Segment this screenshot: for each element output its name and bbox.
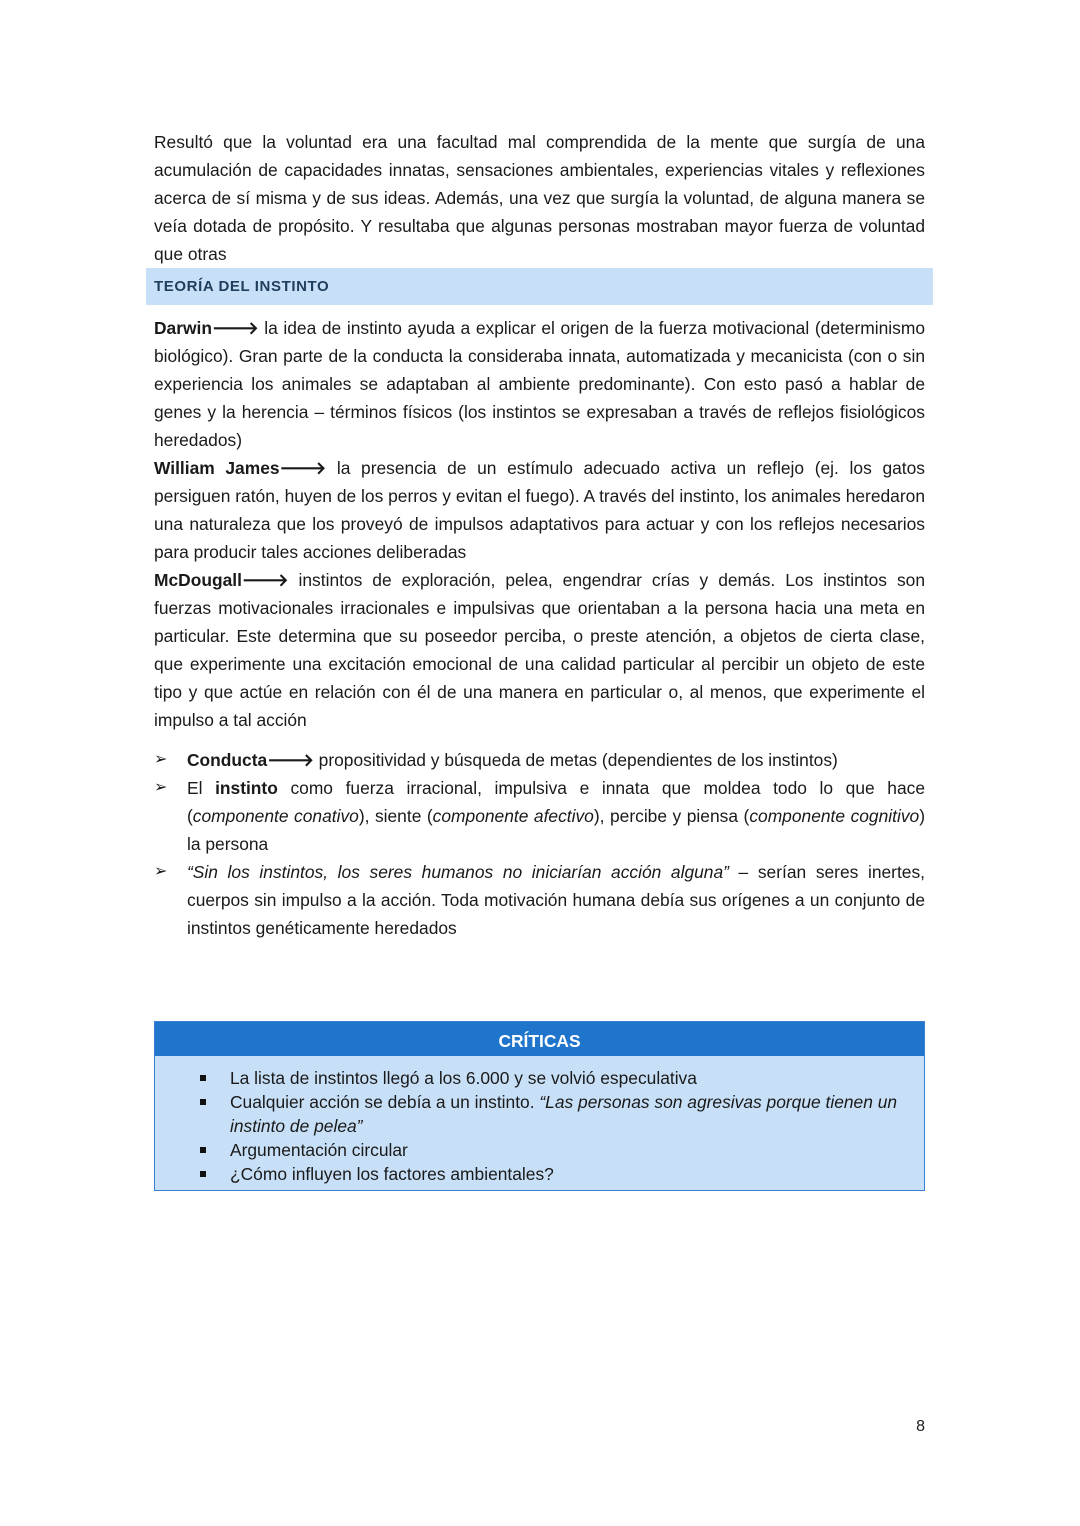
- bullet-text: propositividad y búsqueda de metas (dependientes de los instintos): [313, 750, 838, 770]
- bullet-text: – serían seres inertes, cuerpos sin impulso a la acción. Toda motivación humana debía sus orígenes a un conjunto de instintos genéticamente heredados: [187, 862, 925, 938]
- square-bullet-icon: [200, 1147, 206, 1153]
- bullet-bold-term: instinto: [215, 778, 278, 798]
- arrow-icon: 🡒: [267, 750, 314, 770]
- bullet-list: [154, 746, 925, 942]
- criticas-item-text: Cualquier acción se debía a un instinto.: [230, 1092, 540, 1112]
- bullet-italic-term: componente cognitivo: [749, 806, 920, 826]
- criticas-title: CRÍTICAS: [155, 1022, 924, 1056]
- bullet-quote: “Sin los instintos, los seres humanos no iniciarían acción alguna”: [187, 862, 729, 882]
- bullet-text: ) la persona: [187, 806, 925, 854]
- list-item: [230, 1162, 904, 1186]
- section-heading: TEORÍA DEL INSTINTO: [146, 268, 933, 305]
- bullet-text: ), percibe y piensa (: [593, 806, 750, 826]
- bullet-text: como fuerza irracional, impulsiva e innata que moldea todo lo que hace (: [187, 778, 925, 826]
- criticas-list: [155, 1056, 924, 1190]
- square-bullet-icon: [200, 1099, 206, 1105]
- arrow-icon: 🡒: [241, 570, 289, 590]
- page-content: [154, 128, 925, 942]
- bullet-italic-term: componente afectivo: [432, 806, 594, 826]
- darwin-paragraph: [154, 314, 925, 454]
- arrowhead-bullet-icon: ➢: [154, 751, 168, 768]
- list-item: [230, 1066, 904, 1090]
- james-paragraph: [154, 454, 925, 566]
- james-text: la presencia de un estímulo adecuado activa un reflejo (ej. los gatos persiguen ratón, huyen de los perros y evitan el fuego). A través del instinto, los animales heredaron una naturaleza que los proveyó de impulsos adaptativos para actuar y con los reflejos necesarios para producir tales acciones deliberadas: [154, 458, 925, 562]
- criticas-item-text: La lista de instintos llegó a los 6.000 y se volvió especulativa: [230, 1068, 697, 1088]
- mcdougall-paragraph: [154, 566, 925, 734]
- list-item: [154, 858, 925, 942]
- list-item: [230, 1090, 904, 1138]
- arrow-icon: 🡒: [211, 318, 259, 338]
- criticas-box: [154, 1021, 925, 1191]
- criticas-item-quote: “Las personas son agresivas porque tienen un instinto de pelea”: [230, 1092, 898, 1136]
- square-bullet-icon: [200, 1075, 206, 1081]
- bullet-italic-term: componente conativo: [192, 806, 359, 826]
- arrowhead-bullet-icon: ➢: [154, 779, 168, 796]
- darwin-text: la idea de instinto ayuda a explicar el origen de la fuerza motivacional (determinismo biológico). Gran parte de la conducta la consideraba innata, automatizada y mecanicista (con o sin experiencia los animales se adaptaban al ambiente predominante). Con esto pasó a hablar de genes y la herencia – términos físicos (los instintos se expresaban a través de reflejos fisiológicos heredados): [154, 318, 925, 450]
- intro-paragraph: Resultó que la voluntad era una facultad mal comprendida de la mente que surgía de una acumulación de capacidades innatas, sensaciones ambientales, experiencias vitales y reflexiones acerca de sí misma y de sus ideas. Además, una vez que surgía la voluntad, de alguna manera se veía dotada de propósito. Y resultaba que algunas personas mostraban mayor fuerza de voluntad que otras: [154, 132, 925, 264]
- arrow-icon: 🡒: [279, 458, 327, 478]
- list-item: [154, 774, 925, 858]
- arrowhead-bullet-icon: ➢: [154, 863, 168, 880]
- mcdougall-name: McDougall: [154, 570, 242, 590]
- darwin-name: Darwin: [154, 318, 212, 338]
- criticas-item-text: Argumentación circular: [230, 1140, 408, 1160]
- bullet-text: El: [187, 778, 216, 798]
- list-item: [154, 746, 925, 774]
- bullet-text: ), siente (: [358, 806, 433, 826]
- james-name: William James: [154, 458, 280, 478]
- bullet-bold-term: Conducta: [187, 750, 268, 770]
- list-item: [230, 1138, 904, 1162]
- criticas-item-text: ¿Cómo influyen los factores ambientales?: [230, 1164, 554, 1184]
- mcdougall-text: instintos de exploración, pelea, engendrar crías y demás. Los instintos son fuerzas motivacionales irracionales e impulsivas que orientaban a la persona hacia una meta en particular. Este determina que su poseedor perciba, o preste atención, a objetos de cierta clase, que experimente una excitación emocional de una calidad particular al percibir un objeto de este tipo y que actúe en relación con él de una manera en particular o, al menos, que experimente el impulso a tal acción: [154, 570, 925, 730]
- page-number: 8: [916, 1418, 925, 1435]
- square-bullet-icon: [200, 1171, 206, 1177]
